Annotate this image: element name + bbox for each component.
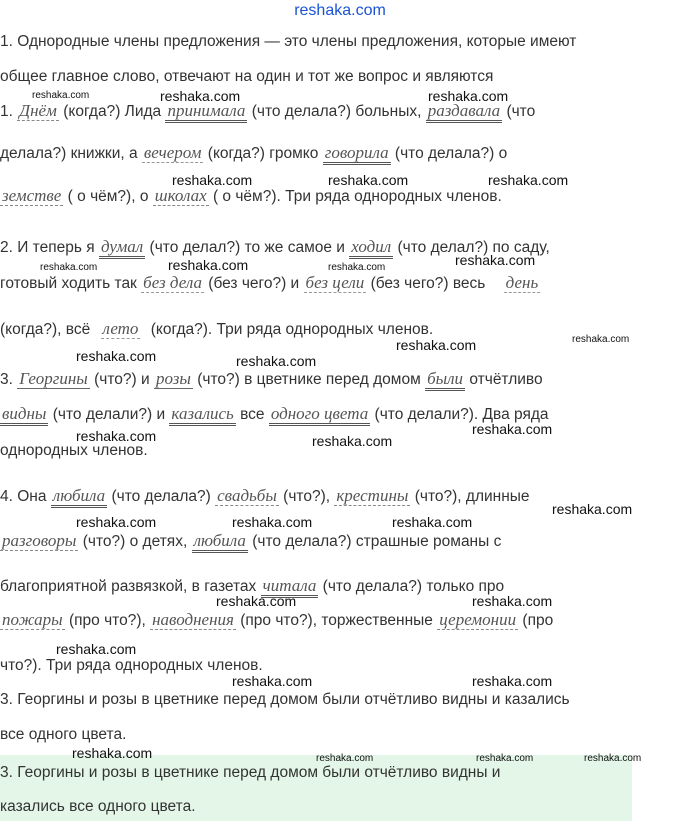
watermark: reshaka.com [472,421,553,437]
s4-line-1: 4. Она любила (что делала?) свадьбы (что?), крестины (что?), длинные [0,486,680,507]
s3-line-3: однородных членов. [0,442,148,459]
word-odnogo-cveta: одного цвета [269,404,370,426]
word-lyubila-2: любила [192,531,248,553]
watermark: reshaka.com [476,753,534,764]
word-leto: лето [102,319,139,338]
watermark: reshaka.com [32,90,90,101]
watermark: reshaka.com [76,348,157,364]
watermark: reshaka.com [584,753,642,764]
watermark: reshaka.com [428,88,509,104]
word-vidny: видны [0,404,48,426]
watermark: reshaka.com [56,641,137,657]
watermark: reshaka.com [160,88,241,104]
word-govorila: говорила [323,143,391,165]
answer-2-line-1: 3. Георгины и розы в цветнике перед домом были отчётливо видны и [0,764,501,781]
s2-line-2: готовый ходить так без дела (без чего?) и без цели (без чего?) весь день [0,273,539,292]
watermark: reshaka.com [232,673,313,689]
watermark: reshaka.com [396,337,477,353]
word-dnem: Днём [19,101,57,120]
word-dumal: думал [99,237,145,259]
watermark: reshaka.com [455,252,536,268]
s1-line-1: 1. Днём (когда?) Лида принимала (что делала?) больных, раздавала (что [0,101,680,122]
watermark: reshaka.com [572,334,630,345]
watermark: reshaka.com [76,514,157,530]
watermark: reshaka.com [236,353,317,369]
word-razgovory: разговоры [2,531,77,550]
word-byli: были [425,369,465,391]
watermark: reshaka.com [172,172,253,188]
s4-line-2: разговоры (что?) о детях, любила (что делала?) страшные романы с [0,531,680,552]
watermark: reshaka.com [488,172,569,188]
watermark: reshaka.com [168,257,249,273]
watermark: reshaka.com [316,753,374,764]
word-navodneniya: наводнения [152,610,234,629]
word-bez-dela: без дела [143,273,202,292]
word-svadby: свадьбы [217,486,277,505]
word-rozy: розы [155,369,191,388]
word-prinimala: принимала [165,101,247,123]
watermark: reshaka.com [40,262,98,273]
watermark: reshaka.com [72,745,153,761]
word-hodil: ходил [349,237,393,259]
answer-1-line-2: все одного цвета. [0,726,127,743]
word-kazalis: казались [169,404,235,426]
watermark: reshaka.com [472,673,553,689]
word-pozhary: пожары [2,610,63,629]
word-lyubila-1: любила [51,486,107,508]
word-zemstve: земстве [2,186,62,205]
word-chitala: читала [261,576,319,598]
s4-line-5: что?). Три ряда однородных членов. [0,657,263,674]
intro-line-1: 1. Однородные члены предложения — это члены предложения, которые имеют [0,33,577,50]
s3-line-2: видны (что делали?) и казались все одного цвета (что делали?). Два ряда [0,404,680,425]
watermark: reshaka.com [232,514,313,530]
watermark: reshaka.com [328,172,409,188]
word-den: день [505,273,539,292]
s4-line-3: благоприятной развязкой, в газетах читала (что делала?) только про [0,576,680,597]
word-razdavala: раздавала [426,101,502,123]
watermark: reshaka.com [76,428,157,444]
word-shkolah: школах [154,186,207,205]
answer-2-line-2: казались все одного цвета. [0,798,196,815]
watermark-top: reshaka.com [294,2,386,19]
s2-line-3: (когда?), всё лето (когда?). Три ряда однородных членов. [0,319,434,338]
watermark: reshaka.com [216,593,297,609]
watermark: reshaka.com [392,514,473,530]
answer-1-line-1: 3. Георгины и розы в цветнике перед домом были отчётливо видны и казались [0,691,570,708]
word-krestiny: крестины [336,486,409,505]
watermark: reshaka.com [472,593,553,609]
word-vecherom: вечером [143,143,202,162]
watermark: reshaka.com [328,262,386,273]
word-georginy: Георгины [19,369,88,388]
s3-line-1: 3. Георгины (что?) и розы (что?) в цветнике перед домом были отчётливо [0,369,680,390]
word-ceremonii: церемонии [439,610,517,629]
watermark: reshaka.com [552,501,633,517]
intro-line-2: общее главное слово, отвечают на один и тот же вопрос и являются [0,68,494,85]
s2-line-1: 2. И теперь я думал (что делал?) то же самое и ходил (что делал?) по саду, [0,237,680,258]
s1-line-3: земстве ( о чём?), о школах ( о чём?). Три ряда однородных членов. [2,186,502,205]
word-bez-celi: без цели [305,273,365,292]
s1-line-2: делала?) книжки, а вечером (когда?) громко говорила (что делала?) о [0,143,680,164]
watermark: reshaka.com [312,433,393,449]
s4-line-4: пожары (про что?), наводнения (про что?), торжественные церемонии (про [2,610,554,629]
